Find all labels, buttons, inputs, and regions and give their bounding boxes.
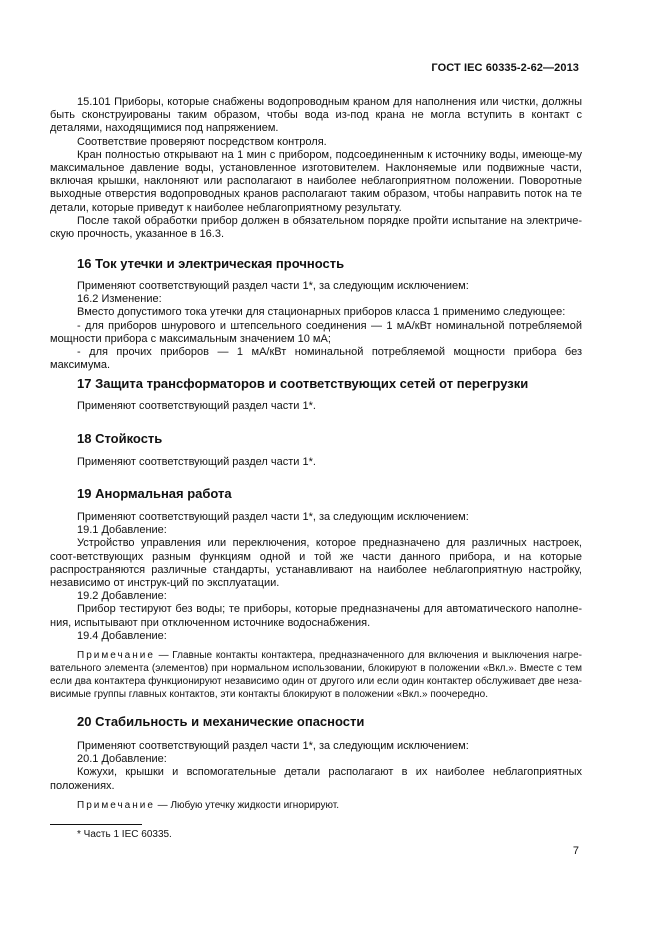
section-18-body (50, 456, 582, 469)
paragraph: 19.1 Добавление: (77, 524, 167, 537)
note-text: — Главные контакты контактера, предназначенного для включения и выключения нагре-вательного элемента (элементов) при нормальном использовании, блокируют в положении «Вкл.». Вместе с тем если два контактера функционируют независимо один от другого или если один контактер обслуживает две неза-висимые группы главных контактов, эти контакты блокируют в положении «Вкл.» поочередно. (50, 650, 582, 701)
section-20-title: 20 Стабильность и механические опасности (77, 714, 365, 729)
note (50, 799, 582, 812)
note (50, 649, 582, 701)
section-19-title: 19 Анормальная работа (77, 486, 232, 501)
paragraph: Прибор тестируют без воды; те приборы, которые предназначены для автоматического наполне-ния, испытывают при отключенном источнике водоснабжения. (50, 603, 582, 629)
paragraph: 19.2 Добавление: (77, 590, 167, 603)
section-17-body (50, 400, 582, 413)
section-18-title: 18 Стойкость (77, 431, 163, 446)
paragraph: Кожухи, крышки и вспомогательные детали располагают в их наиболее неблагоприятных положениях. (50, 766, 582, 792)
paragraph: 20.1 Добавление: (77, 753, 167, 766)
paragraph: Соответствие проверяют посредством контроля. (77, 135, 327, 148)
note-label: Примечание (77, 799, 155, 811)
section-20-body (50, 740, 582, 812)
block-15-101 (50, 96, 582, 241)
document-header: ГОСТ IEC 60335-2-62—2013 (431, 62, 579, 74)
footnote: * Часть 1 IEC 60335. (77, 829, 172, 840)
paragraph: 15.101 Приборы, которые снабжены водопроводным краном для наполнения или чистки, должны быть сконструированы таким образом, чтобы вода из-под крана не могла вступить в контакт с деталями, находящимися под напряжением. (50, 96, 582, 135)
paragraph: Применяют соответствующий раздел части 1*, за следующим исключением: (77, 280, 469, 292)
paragraph: Применяют соответствующий раздел части 1*, за следующим исключением: (77, 740, 469, 752)
paragraph: Применяют соответствующий раздел части 1*. (77, 456, 316, 468)
paragraph: - для приборов шнурового и штепсельного соединения — 1 мА/кВт номинальной потребляемой мощности прибора с максимальным значением 10 мА; (50, 319, 582, 345)
section-17-title: 17 Защита трансформаторов и соответствующих сетей от перегрузки (77, 376, 529, 391)
paragraph: После такой обработки прибор должен в обязательном порядке пройти испытание на электриче-скую прочность, указанное в 16.3. (50, 214, 582, 241)
paragraph: Применяют соответствующий раздел части 1*, за следующим исключением: (77, 511, 469, 523)
paragraph: Устройство управления или переключения, которое предназначено для различных настроек, соот-ветствующих разным функциям одной и той же части данного прибора, и на которые распространяются различные стандарты, устанавливают на наиболее неблагоприятную настройку, независимо от инструк-ций по эксплуатации. (50, 537, 582, 590)
paragraph: Кран полностью открывают на 1 мин с прибором, подсоединенным к источнику воды, имеюще-му максимальное давление воды, установленное изготовителем. Наклоняемые или подвижные части, включая крышки, наклоняют или располагают в наиболее неблагоприятном положении. Поворотные выходные отверстия водопроводных кранов располагают таким образом, чтобы направить поток на те детали, которые приведут к наиболее неблагоприятному результату. (50, 148, 582, 214)
section-19-body (50, 511, 582, 701)
footnote-divider (50, 824, 142, 825)
section-16-title: 16 Ток утечки и электрическая прочность (77, 256, 345, 271)
note-text: — Любую утечку жидкости игнорируют. (154, 799, 340, 811)
paragraph: - для прочих приборов — 1 мА/кВт номинальной потребляемой мощности прибора без максимума. (50, 346, 582, 372)
section-16-body (50, 280, 582, 372)
note-label: Примечание (77, 650, 155, 662)
paragraph: Вместо допустимого тока утечки для стационарных приборов класса 1 применимо следующее: (77, 306, 566, 319)
paragraph: 19.4 Добавление: (77, 629, 167, 642)
paragraph: Применяют соответствующий раздел части 1*. (77, 400, 316, 412)
paragraph: 16.2 Изменение: (77, 293, 162, 306)
page-number: 7 (572, 845, 579, 857)
